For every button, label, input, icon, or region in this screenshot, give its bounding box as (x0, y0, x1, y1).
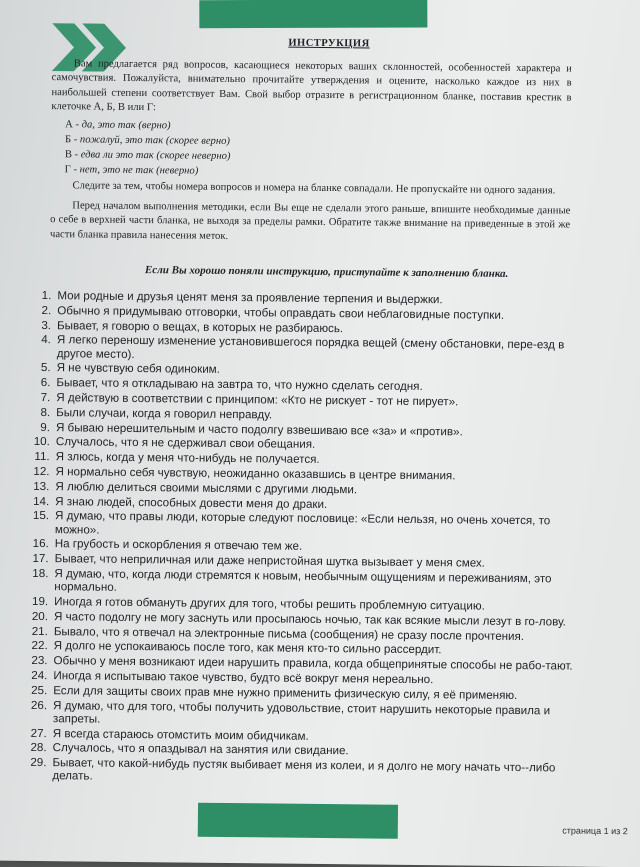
question-number: 28. (30, 741, 47, 755)
question-number: 1. (41, 289, 52, 303)
question-text: Если для защиты своих прав мне нужно применить физическую силу, я её применяю. (53, 683, 518, 702)
question-number: 11. (34, 450, 50, 464)
option-text: едва ли это так (скорее неверно) (80, 149, 231, 162)
question-number: 20. (31, 609, 49, 623)
question-text: Я бываю нерешительным и часто подолгу взвешиваю все «за» и «против». (55, 420, 463, 439)
start-instruction: Если Вы хорошо поняли инструкцию, приступайте к заполнению бланка. (144, 264, 509, 280)
question-number: 24. (31, 668, 48, 683)
question-number: 25. (31, 683, 48, 697)
question-text: Бывало, что я отвечал на электронные письма (сообщения) не сразу после прочтения. (53, 624, 525, 643)
question-text: Случалось, что я не сдерживал свои обещания. (55, 435, 316, 452)
option-letter: Г - (64, 163, 78, 176)
question-text: Я часто подолгу не могу заснуть или просыпаюсь ночью, так как всякие мысли лезут в го-лову. (53, 609, 566, 629)
question-text: Бывает, что неприличная или даже непристойная шутка вызывает у меня смех. (54, 552, 486, 570)
question-item (18, 567, 588, 599)
question-number: 17. (32, 552, 49, 566)
option-letter: А - (65, 118, 80, 131)
option-letter: Б - (64, 133, 78, 146)
question-text: Я всегда стараюсь отомстить моим обидчикам. (52, 726, 309, 743)
question-number: 26. (30, 698, 48, 712)
question-number: 2. (41, 303, 52, 317)
question-text: Обычно у меня возникают идеи нарушить правила, когда общепринятые способы не рабо-тают. (53, 654, 573, 673)
question-item (19, 509, 589, 541)
question-number: 8. (40, 405, 51, 419)
option-letter: В - (64, 148, 79, 161)
question-text: Я действую в соответствии с принципом: «Кто не рискует - тот не пирует». (56, 391, 459, 409)
question-item (21, 333, 591, 365)
question-number: 23. (31, 654, 48, 668)
answer-options (65, 117, 572, 182)
question-number: 9. (40, 420, 51, 434)
option-text: нет, это не так (неверно) (79, 164, 199, 177)
question-text: Мои родные и друзья ценят меня за проявление терпения и выдержки. (57, 289, 443, 307)
question-text: Я нормально себя чувствую, неожиданно оказавшись в центре внимания. (55, 465, 456, 483)
page-title: ИНСТРУКЦИЯ (288, 37, 370, 50)
question-number: 7. (40, 391, 51, 405)
question-number: 4. (41, 333, 51, 347)
question-number: 6. (40, 376, 51, 390)
question-text: Я думаю, что правы люди, которые следуют пословице: «Если нельзя, но очень хочется, то можно». (54, 509, 551, 537)
question-text: Я легко переношу изменение установившегося порядка вещей (смену обстановки, пере-езд в другое место). (56, 333, 565, 361)
question-number: 19. (31, 594, 49, 609)
question-number: 27. (30, 726, 47, 740)
question-text: Иногда я готов обмануть других для того, чтобы решить проблемную ситуацию. (54, 595, 485, 613)
instruction-text (50, 57, 572, 248)
question-number: 12. (33, 464, 50, 479)
question-text: Я люблю делиться своими мыслями с другими людьми. (55, 479, 358, 497)
question-item (16, 756, 586, 788)
question-text: Обычно я придумываю отговорки, чтобы оправдать свои неблаговидные поступки. (57, 303, 505, 322)
green-tape-top (199, 0, 427, 28)
question-text: Я знаю людей, способных довести меня до драки. (55, 494, 328, 511)
question-number: 18. (32, 566, 49, 581)
intro-paragraph: Вам предлагается ряд вопросов, касающиеся некоторых ваших склонностей, особенностей характера и самочувствия. Пожалуйста, внимательно прочитайте утверждения и оцените, насколько каждое из них в наибольшей степени соответствует Вам. Свой выбор отразите в регистрационном бланке, поставив крестик в клеточке А, Б, В или Г: (51, 58, 572, 114)
option-text: пожалуй, это так (скорее верно) (79, 134, 231, 147)
question-text: Иногда я испытываю такое чувство, будто всё вокруг меня нереально. (53, 669, 434, 687)
question-text: Я злюсь, когда у меня что-нибудь не получается. (55, 450, 320, 467)
question-number: 10. (33, 435, 50, 449)
question-text: Я думаю, что для того, чтобы получить удовольствие, стоит нарушить некоторые правила и запреты. (52, 698, 551, 726)
question-text: Были случаи, когда я говорил неправду. (56, 405, 273, 422)
question-text: Я думаю, что, когда люди стремятся к новым, необычным ощущениям и переживаниям, это нормально. (54, 567, 552, 594)
question-number: 21. (31, 624, 48, 638)
question-text: Я долго не успокаиваюсь после того, как меня кто-то сильно рассердит. (53, 639, 442, 657)
page-number: страница 1 из 2 (562, 825, 628, 837)
question-number: 29. (30, 756, 47, 770)
question-text: Бывает, я говорю о вещах, в которых не разбираюсь. (57, 318, 344, 335)
question-number: 22. (31, 639, 48, 653)
question-number: 13. (33, 479, 50, 493)
question-text: Бывает, что какой-нибудь пустяк выбивает меня из колеи, и я долго не могу начать что--либо делать. (52, 756, 556, 783)
question-item (17, 698, 587, 730)
question-number: 15. (32, 509, 50, 523)
question-text: Бывает, что я откладываю на завтра то, что нужно сделать сегодня. (56, 376, 423, 394)
question-number: 14. (33, 494, 50, 508)
question-number: 3. (41, 318, 52, 332)
question-list (16, 289, 591, 790)
question-number: 5. (40, 361, 51, 375)
intro-paragraph: Следите за тем, чтобы номера вопросов и номера на бланке совпадали. Не пропускайте ни одного задания. (72, 179, 556, 197)
question-text: Я не чувствую себя одиноким. (56, 361, 220, 377)
question-text: На грубость и оскорбления я отвечаю тем же. (54, 537, 303, 554)
intro-paragraph: Перед началом выполнения методики, если Вы еще не сделали этого раньше, впишите необходимые данные о себе в верхней части бланка, не выходя за пределы рамки. Обратите также внимание на приведенные в этой же части бланка правила нанесения меток. (49, 200, 571, 242)
question-text: Случалось, что я опаздывал на занятия или свидание. (52, 741, 349, 758)
question-number: 16. (32, 537, 49, 551)
green-tape-bottom (198, 803, 398, 839)
option-text: да, это так (верно) (81, 119, 171, 131)
